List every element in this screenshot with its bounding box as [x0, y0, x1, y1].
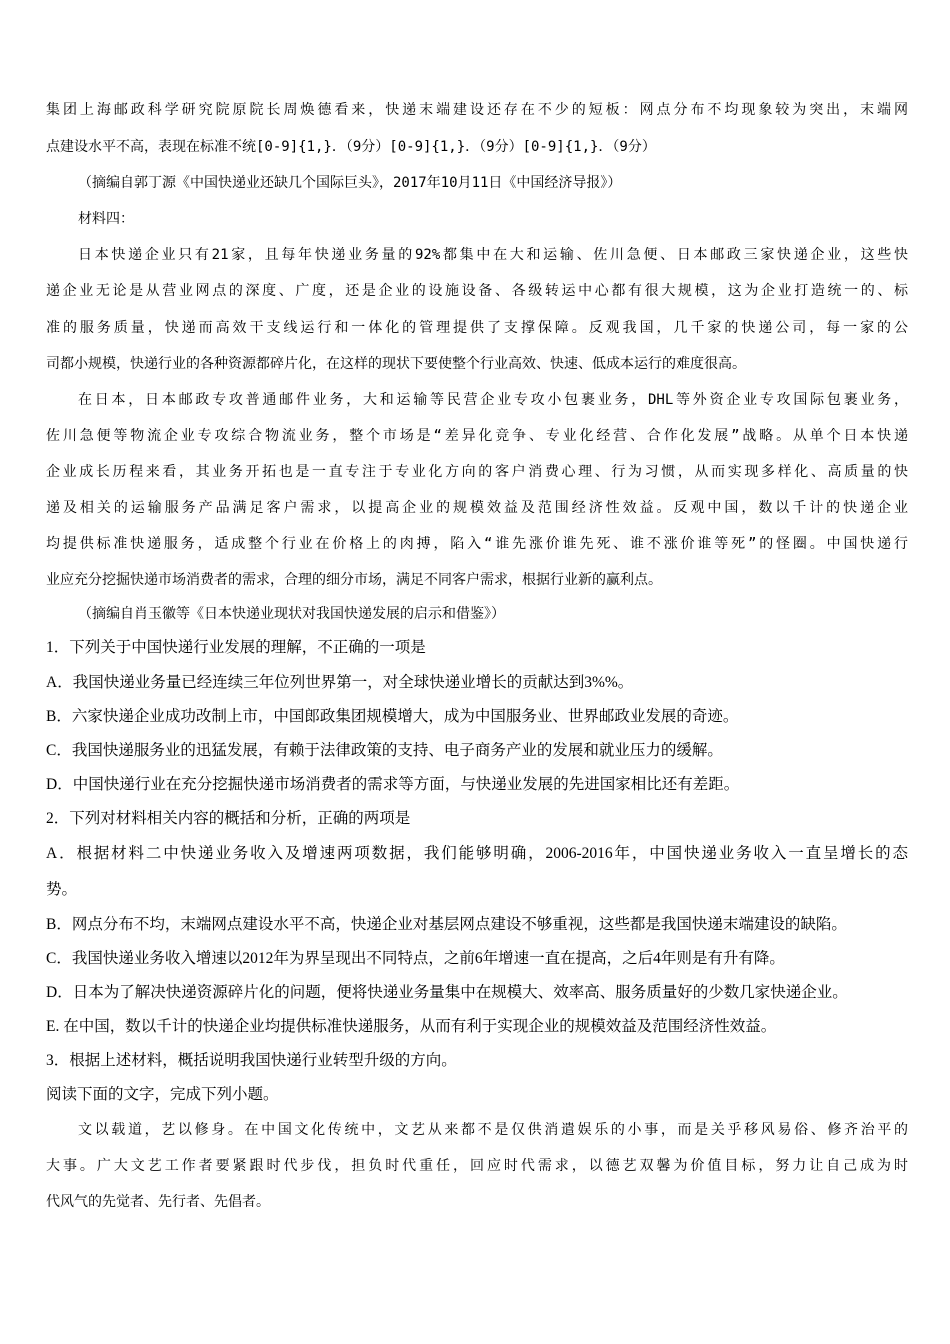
reading-p1-line-1: 文以载道，艺以修身。在中国文化传统中，文艺从来都不是仅供消遣娱乐的小事，而是关乎移风易俗、修齐治平的 — [78, 1122, 908, 1138]
material4-p2-line-6: 业应充分挖掘快递市场消费者的需求，合理的细分市场，满足不同客户需求，根据行业新的赢利点。 — [46, 572, 662, 588]
question-2-option-e: E. 在中国，数以千计的快递企业均提供标准快递服务，从而有利于实现企业的规模效益及范围经济性效益。 — [46, 1018, 777, 1035]
question-3: 3．根据上述材料，概括说明我国快递行业转型升级的方向。 — [46, 1052, 457, 1069]
question-2-option-b: B．网点分布不均，末端网点建设水平不高，快递企业对基层网点建设不够重视，这些都是我国快递末端建设的缺陷。 — [46, 916, 847, 933]
material4-source: （摘编自肖玉徽等《日本快递业现状对我国快递发展的启示和借鉴》） — [78, 606, 505, 622]
material4-p1-line-4: 司都小规模，快递行业的各种资源都碎片化，在这样的现状下要使整个行业高效、快速、低成本运行的难度很高。 — [46, 356, 746, 372]
question-1: 1．下列关于中国快递行业发展的理解，不正确的一项是 — [46, 639, 426, 656]
reading-p1-line-2: 大事。广大文艺工作者要紧跟时代步伐，担负时代重任，回应时代需求，以德艺双馨为价值目标，努力让自己成为时 — [46, 1158, 908, 1174]
material4-heading: 材料四： — [78, 211, 134, 227]
question-2-option-a-line-2: 势。 — [46, 881, 78, 898]
material4-p2-line-2: 佐川急便等物流企业专攻综合物流业务，整个市场是“差异化竞争、专业化经营、合作化发展”战略。从单个日本快递 — [46, 428, 908, 444]
material4-p2-line-1: 在日本，日本邮政专攻普通邮件业务，大和运输等民营企业专攻小包裹业务，DHL等外资企业专攻国际包裹业务， — [78, 392, 908, 408]
material4-p1-line-2: 递企业无论是从营业网点的深度、广度，还是企业的设施设备、各级转运中心都有很大规模，这为企业打造统一的、标 — [46, 283, 908, 299]
reading-instruction: 阅读下面的文字，完成下列小题。 — [46, 1086, 279, 1103]
material3-line-1: 集团上海邮政科学研究院原院长周焕德看来，快递末端建设还存在不少的短板：网点分布不均现象较为突出，末端网 — [46, 102, 908, 118]
question-2-option-d: D．日本为了解决快递资源碎片化的问题，便将快递业务量集中在规模大、效率高、服务质量好的少数几家快递企业。 — [46, 984, 848, 1001]
material4-p2-line-5: 均提供标准快递服务，适成整个行业在价格上的肉搏，陷入“谁先涨价谁先死、谁不涨价谁等死”的怪圈。中国快递行 — [46, 536, 908, 552]
material3-source: （摘编自郭丁源《中国快递业还缺几个国际巨头》，2017年10月11日《中国经济导报》） — [78, 175, 622, 191]
material3-line-2: 点建设水平不高，表现在标准不统[0-9]{1,}．（9分）[0-9]{1,}．（9分）[0-9]{1,}．（9分） — [46, 139, 656, 155]
material4-p2-line-4: 递及相关的运输服务产品满足客户需求，以提高企业的规模效益及范围经济性效益。反观中国，数以千计的快递企业 — [46, 500, 908, 516]
question-2: 2．下列对材料相关内容的概括和分析，正确的两项是 — [46, 810, 411, 827]
question-1-option-d: D．中国快递行业在充分挖掘快递市场消费者的需求等方面，与快递业发展的先进国家相比还有差距。 — [46, 776, 740, 793]
material4-p1-line-1: 日本快递企业只有21家，且每年快递业务量的92%都集中在大和运输、佐川急便、日本邮政三家快递企业，这些快 — [78, 247, 908, 263]
question-2-option-c: C．我国快递业务收入增速以2012年为界呈现出不同特点，之前6年增速一直在提高，之后4年则是有升有降。 — [46, 950, 785, 967]
question-2-option-a-line-1: A．根据材料二中快递业务收入及增速两项数据，我们能够明确，2006-2016年，中国快递业务收入一直呈增长的态 — [46, 845, 908, 862]
material4-p2-line-3: 企业成长历程来看，其业务开拓也是一直专注于专业化方向的客户消费心理、行为习惯，从而实现多样化、高质量的快 — [46, 464, 908, 480]
question-1-option-b: B．六家快递企业成功改制上市，中国郎政集团规模增大，成为中国服务业、世界邮政业发展的奇迹。 — [46, 708, 739, 725]
material4-p1-line-3: 准的服务质量，快递而高效干支线运行和一体化的管理提供了支撑保障。反观我国，几千家的快递公司，每一家的公 — [46, 320, 908, 336]
question-1-option-c: C．我国快递服务业的迅猛发展，有赖于法律政策的支持、电子商务产业的发展和就业压力的缓解。 — [46, 742, 723, 759]
question-1-option-a: A．我国快递业务量已经连续三年位列世界第一，对全球快递业增长的贡献达到3%%。 — [46, 674, 634, 691]
reading-p1-line-3: 代风气的先觉者、先行者、先倡者。 — [46, 1194, 270, 1210]
